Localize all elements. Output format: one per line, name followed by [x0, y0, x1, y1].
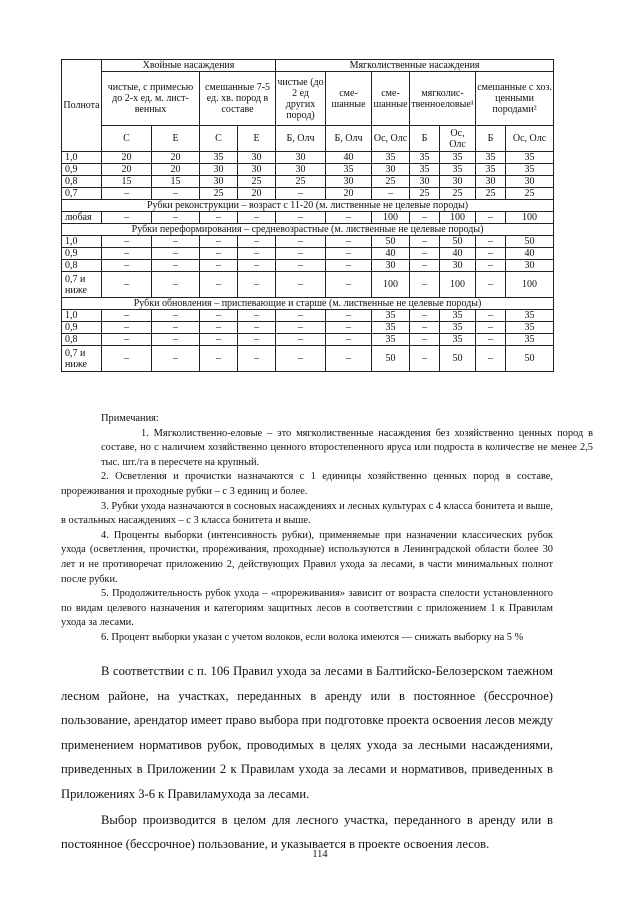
table-row: [62, 188, 554, 200]
table-row: [62, 212, 554, 224]
table-cell: 35: [326, 164, 372, 176]
table-cell: –: [238, 272, 276, 298]
table-cell: –: [102, 260, 152, 272]
table-cell: 30: [326, 176, 372, 188]
table-row: [62, 248, 554, 260]
header-deciduous-mixed: смешанные: [326, 72, 372, 126]
table-cell: 25: [276, 176, 326, 188]
table-cell: 100: [372, 212, 410, 224]
table-cell: –: [238, 346, 276, 372]
section-row: [62, 298, 554, 310]
table-cell: –: [276, 248, 326, 260]
table-cell: –: [200, 260, 238, 272]
table-cell: 50: [372, 346, 410, 372]
table-cell: –: [102, 248, 152, 260]
table-cell: –: [410, 346, 440, 372]
table-cell: 30: [276, 164, 326, 176]
table-cell: 35: [410, 152, 440, 164]
header-deciduous: Мягколиственные насаждения: [276, 60, 554, 72]
header-species-os-ols3: Ос, Олс: [506, 126, 554, 152]
table-row: [62, 272, 554, 298]
table-cell: –: [410, 272, 440, 298]
table-cell: 30: [200, 176, 238, 188]
table-cell: –: [410, 334, 440, 346]
table-cell: –: [200, 310, 238, 322]
header-species-c1: С: [102, 126, 152, 152]
table-cell: –: [200, 272, 238, 298]
row-polnota: 0,7 и ниже: [62, 346, 102, 372]
header-polnota: Полнота: [62, 60, 102, 152]
table-cell: 35: [410, 164, 440, 176]
table-cell: –: [410, 260, 440, 272]
table-cell: –: [276, 188, 326, 200]
table-cell: 25: [476, 188, 506, 200]
table-row: [62, 164, 554, 176]
table-cell: –: [410, 236, 440, 248]
table-cell: –: [326, 322, 372, 334]
table-cell: –: [152, 272, 200, 298]
table-cell: 100: [506, 272, 554, 298]
table-cell: –: [476, 260, 506, 272]
table-cell: 30: [372, 164, 410, 176]
table-cell: 25: [372, 176, 410, 188]
row-polnota: 0,9: [62, 322, 102, 334]
table-cell: –: [238, 334, 276, 346]
table-cell: 20: [152, 152, 200, 164]
table-cell: 35: [440, 164, 476, 176]
table-cell: 35: [506, 310, 554, 322]
table-cell: –: [102, 346, 152, 372]
header-species-c2: С: [200, 126, 238, 152]
note-4: 4. Проценты выборки (интенсивность рубки), применяемые при назначении классических рубок ухода (осветления, прочистки, прореживания, проходные) используются в Ленинградской области более 30 лет и не противоречат приложению 2, действующих Правил ухода за лесами, в части минимальных полнот после рубки.: [61, 529, 553, 585]
page-number: 114: [312, 849, 328, 860]
table-cell: 50: [372, 236, 410, 248]
table-cell: –: [476, 248, 506, 260]
table-cell: –: [326, 212, 372, 224]
table-cell: 35: [476, 164, 506, 176]
table-cell: 40: [326, 152, 372, 164]
table-cell: 100: [440, 272, 476, 298]
table-cell: 30: [238, 164, 276, 176]
thinning-intensity-table: [61, 59, 554, 372]
table-cell: –: [152, 334, 200, 346]
table-cell: –: [102, 188, 152, 200]
table-cell: –: [200, 236, 238, 248]
table-cell: 35: [440, 152, 476, 164]
table-cell: –: [200, 248, 238, 260]
row-polnota: 0,7 и ниже: [62, 272, 102, 298]
row-polnota: 1,0: [62, 236, 102, 248]
table-cell: –: [476, 334, 506, 346]
header-species-e1: Е: [152, 126, 200, 152]
table-cell: 40: [372, 248, 410, 260]
table-cell: 35: [506, 152, 554, 164]
table-cell: –: [276, 260, 326, 272]
header-species-os-ols1: Ос, Олс: [372, 126, 410, 152]
note-6: 6. Процент выборки указан с учетом волоков, если волока имеются — снижать выборку на 5 %: [101, 631, 524, 643]
notes-title: Примечания:: [101, 413, 159, 424]
table-cell: 25: [410, 188, 440, 200]
table-cell: –: [410, 310, 440, 322]
table-cell: –: [276, 212, 326, 224]
table-cell: –: [152, 188, 200, 200]
table-cell: –: [238, 310, 276, 322]
note-2: 2. Осветления и прочистки назначаются с 1 единицы хозяйственно ценных пород в составе, прореживания и проходные рубки – с 3 единиц и более.: [61, 471, 553, 497]
table-cell: –: [326, 260, 372, 272]
header-conifer-pure: чистые, с примесью до 2-х ед. м. лиственных: [102, 72, 200, 126]
table-cell: –: [476, 272, 506, 298]
header-deciduous-spruce: мягколиственноеловые¹: [410, 72, 476, 126]
section-row: [62, 200, 554, 212]
table-cell: 40: [440, 248, 476, 260]
table-row: [62, 152, 554, 164]
table-cell: 25: [238, 176, 276, 188]
table-cell: 40: [506, 248, 554, 260]
table-cell: 35: [506, 164, 554, 176]
table-cell: –: [152, 248, 200, 260]
table-cell: 50: [440, 236, 476, 248]
table-cell: 35: [440, 322, 476, 334]
row-polnota: 0,9: [62, 248, 102, 260]
table-row: [62, 176, 554, 188]
table-cell: 30: [440, 176, 476, 188]
table-cell: 20: [326, 188, 372, 200]
table-cell: –: [102, 322, 152, 334]
table-cell: –: [238, 236, 276, 248]
header-deciduous-mixed2: смешанные: [372, 72, 410, 126]
notes-block: [61, 412, 593, 646]
table-cell: –: [200, 322, 238, 334]
header-species-b-olch: Б, Олч: [276, 126, 326, 152]
table-cell: –: [102, 212, 152, 224]
section-row: [62, 224, 554, 236]
table-cell: –: [476, 212, 506, 224]
row-polnota: 1,0: [62, 152, 102, 164]
table-cell: 30: [506, 176, 554, 188]
table-cell: –: [410, 322, 440, 334]
table-cell: 35: [372, 334, 410, 346]
row-polnota: 0,8: [62, 176, 102, 188]
table-cell: 30: [476, 176, 506, 188]
table-cell: –: [102, 310, 152, 322]
table-cell: 100: [372, 272, 410, 298]
table-cell: 15: [152, 176, 200, 188]
header-species-os-ols2: Ос, Олс: [440, 126, 476, 152]
table-cell: –: [410, 248, 440, 260]
table-cell: 20: [238, 188, 276, 200]
table-row: [62, 310, 554, 322]
row-polnota: любая: [62, 212, 102, 224]
table-cell: –: [152, 260, 200, 272]
body-text: [61, 659, 553, 857]
table-cell: –: [410, 212, 440, 224]
table-cell: –: [326, 236, 372, 248]
table-cell: 35: [476, 152, 506, 164]
table-cell: 20: [102, 152, 152, 164]
header-species-b1: Б: [410, 126, 440, 152]
table-cell: 30: [200, 164, 238, 176]
note-5: 5. Продолжительность рубок ухода – «прореживания» зависит от возраста спелости установленного по видам целевого назначения и категориям защитных лесов в соответствии с приложением 1 к Правилам ухода за лесами.: [61, 588, 553, 629]
table-cell: –: [276, 236, 326, 248]
table-cell: –: [200, 334, 238, 346]
table-cell: 25: [440, 188, 476, 200]
table-cell: 35: [440, 310, 476, 322]
table-cell: 20: [102, 164, 152, 176]
table-cell: –: [238, 248, 276, 260]
table-cell: 100: [440, 212, 476, 224]
table-cell: 35: [506, 334, 554, 346]
table-cell: –: [152, 310, 200, 322]
table-cell: –: [276, 334, 326, 346]
header-conifer: Хвойные насаждения: [102, 60, 276, 72]
table-cell: 30: [238, 152, 276, 164]
table-cell: 50: [506, 236, 554, 248]
table-cell: 30: [506, 260, 554, 272]
table-cell: –: [200, 346, 238, 372]
table-cell: –: [326, 346, 372, 372]
table-cell: –: [326, 272, 372, 298]
table-cell: –: [276, 346, 326, 372]
table-cell: –: [326, 334, 372, 346]
table-cell: –: [326, 248, 372, 260]
row-polnota: 1,0: [62, 310, 102, 322]
table-cell: 35: [372, 310, 410, 322]
row-polnota: 0,8: [62, 334, 102, 346]
table-cell: –: [238, 212, 276, 224]
table-cell: 15: [102, 176, 152, 188]
table-cell: –: [476, 236, 506, 248]
table-cell: –: [102, 236, 152, 248]
table-cell: –: [276, 322, 326, 334]
row-polnota: 0,7: [62, 188, 102, 200]
table-cell: –: [326, 310, 372, 322]
table-row: [62, 322, 554, 334]
table-cell: –: [476, 310, 506, 322]
table-cell: –: [476, 322, 506, 334]
table-cell: 35: [440, 334, 476, 346]
table-cell: –: [102, 334, 152, 346]
table-cell: 25: [200, 188, 238, 200]
table-row: [62, 260, 554, 272]
table-cell: 35: [506, 322, 554, 334]
table-row: [62, 334, 554, 346]
row-polnota: 0,9: [62, 164, 102, 176]
table-cell: –: [476, 346, 506, 372]
table-cell: –: [152, 322, 200, 334]
table-cell: 30: [372, 260, 410, 272]
table-cell: 30: [410, 176, 440, 188]
note-3: 3. Рубки ухода назначаются в сосновых насаждениях и лесных культурах с 4 класса бонитета и выше, в остальных насаждениях – с 3 класса бонитета и выше.: [61, 500, 553, 527]
table-row: [62, 236, 554, 248]
row-polnota: 0,8: [62, 260, 102, 272]
body-paragraph-2: Выбор производится в целом для лесного участка, переданного в аренду или в постоянное (бессрочное) пользование, и указывается в проекте освоения лесов.: [61, 812, 553, 852]
table-cell: 20: [152, 164, 200, 176]
table-cell: –: [238, 260, 276, 272]
table-cell: 50: [440, 346, 476, 372]
table-cell: 35: [372, 322, 410, 334]
table-cell: –: [102, 272, 152, 298]
table-cell: 30: [440, 260, 476, 272]
table-cell: 30: [276, 152, 326, 164]
header-species-e2: Е: [238, 126, 276, 152]
table-cell: –: [152, 212, 200, 224]
note-1: 1. Мягколиственно-еловые – это мягколиственные насаждения без хозяйственно ценных пород в составе, но с наличием хозяйственно ценного второстепенного яруса или подроста в количестве не менее 2,5 тыс. шт./га в пересчете на крупный.: [101, 427, 593, 468]
section-reconstruction: Рубки реконструкции – возраст с 11-20 (м. лиственные не целевые породы): [62, 200, 554, 212]
table-cell: –: [152, 236, 200, 248]
table-cell: –: [200, 212, 238, 224]
table-cell: 35: [372, 152, 410, 164]
table-cell: –: [372, 188, 410, 200]
section-reform: Рубки переформирования – средневозрастные (м. лиственные не целевые породы): [62, 224, 554, 236]
header-deciduous-valuable: смешанные с хоз. ценными породами²: [476, 72, 554, 126]
header-species-b2: Б: [476, 126, 506, 152]
section-renewal: Рубки обновления – приспевающие и старше (м. лиственные не целевые породы): [62, 298, 554, 310]
table-cell: –: [276, 272, 326, 298]
body-paragraph-1: В соответствии с п. 106 Правил ухода за лесами в Балтийско-Белозерском таежном лесном районе, на участках, переданных в аренду или в постоянное (бессрочное) пользование, арендатор имеет право выбора при подготовке проекта освоения лесов между применением нормативов рубок, проводимых в целях ухода за лесными насаждениями, приведенных в Приложении 2 к Правилам ухода за лесами и нормативов, приведенных в Приложениях 3-6 к Правиламухода за лесами.: [61, 664, 553, 801]
table-cell: –: [276, 310, 326, 322]
table-cell: 100: [506, 212, 554, 224]
header-conifer-mixed: смешанные 7-5 ед. хв. пород в составе: [200, 72, 276, 126]
table-cell: 35: [200, 152, 238, 164]
table-cell: 50: [506, 346, 554, 372]
table-cell: –: [152, 346, 200, 372]
table-row: [62, 346, 554, 372]
table-cell: –: [238, 322, 276, 334]
table-cell: 25: [506, 188, 554, 200]
header-species-b-olch2: Б, Олч: [326, 126, 372, 152]
header-deciduous-pure: чистые (до 2 ед других пород): [276, 72, 326, 126]
